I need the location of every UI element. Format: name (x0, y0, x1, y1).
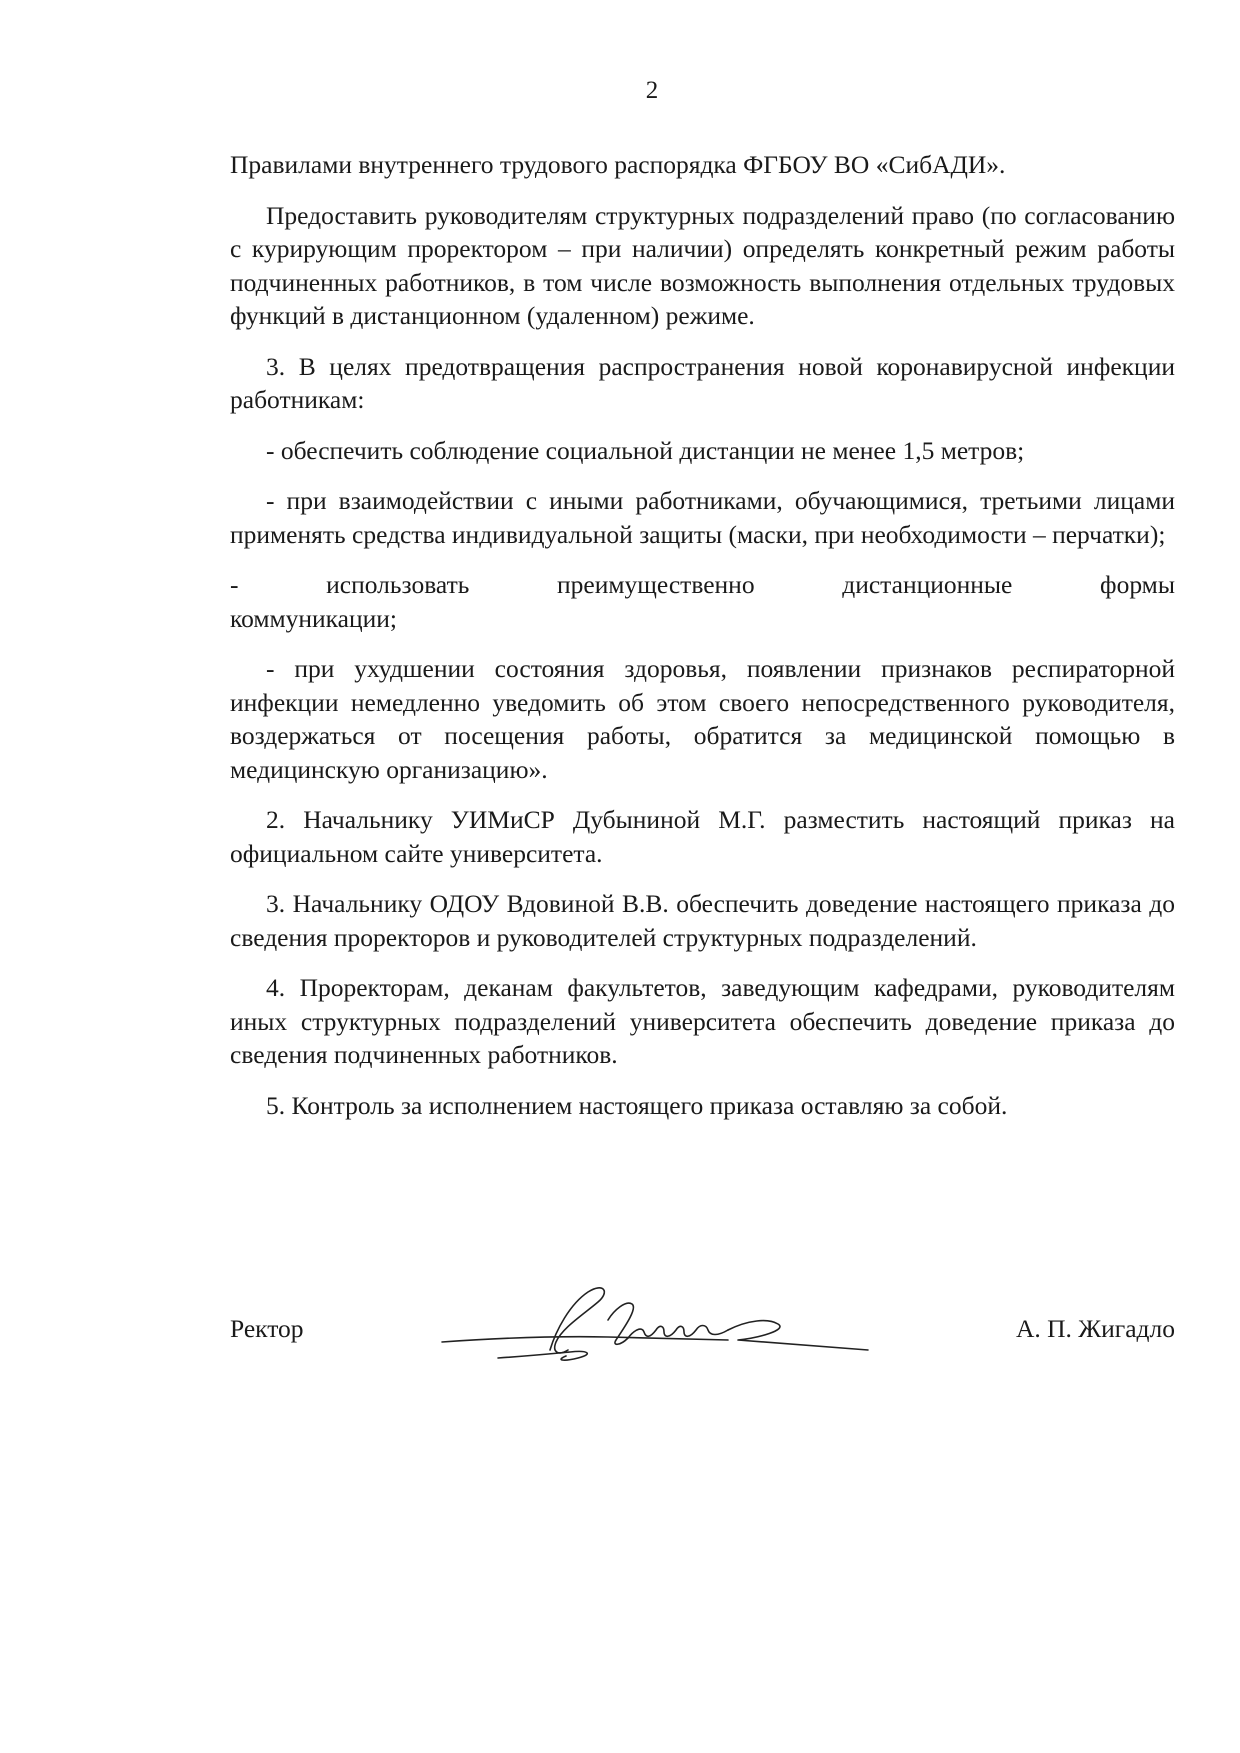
word-use: использовать (326, 570, 470, 599)
word-dash: - (230, 570, 239, 599)
paragraph-item-5-control: 5. Контроль за исполнением настоящего приказа оставляю за собой. (266, 1090, 1008, 1120)
signature-block (230, 1306, 1175, 1386)
list-item-remote-communication-line (230, 568, 1175, 602)
list-item-health: - при ухудшении состояния здоровья, появлении признаков респираторной инфекции немедленно уведомить об этом своего непосредственного руководителя, воздержаться от посещения работы, обратится за медицинской помощью в медицинскую организацию». (230, 654, 1175, 784)
document-body (230, 148, 1175, 1139)
list-item-remote-communication-continuation: коммуникации; (230, 603, 398, 633)
signatory-position: Ректор (230, 1314, 304, 1343)
page-number: 2 (645, 77, 659, 104)
paragraph-item-4-prorectors: 4. Проректорам, деканам факультетов, заведующим кафедрами, руководителям иных структурных подразделений университета обеспечить доведение приказа до сведения подчиненных работников. (230, 973, 1175, 1069)
handwritten-signature (438, 1280, 878, 1380)
paragraph-item-3-notify: 3. Начальнику ОДОУ Вдовиной В.В. обеспечить доведение настоящего приказа до сведения проректоров и руководителей структурных подразделений. (230, 889, 1175, 952)
paragraph-item-2-website: 2. Начальнику УИМиСР Дубыниной М.Г. разместить настоящий приказ на официальном сайте университета. (230, 805, 1175, 868)
word-forms: формы (1100, 570, 1175, 599)
word-remote: дистанционные (842, 570, 1013, 599)
paragraph-managers-right: Предоставить руководителям структурных подразделений право (по согласованию с курирующим проректором – при наличии) определять конкретный режим работы подчиненных работников, в том числе возможность выполнения отдельных трудовых функций в дистанционном (удаленном) режиме. (230, 200, 1175, 330)
paragraph-rules: Правилами внутреннего трудового распорядка ФГБОУ ВО «СибАДИ». (230, 150, 1006, 179)
list-item-distance: - обеспечить соблюдение социальной дистанции не менее 1,5 метров; (266, 435, 1025, 465)
list-item-protection: - при взаимодействии с иными работниками, обучающимися, третьими лицами применять средства индивидуальной защиты (маски, при необходимости – перчатки); (230, 486, 1175, 549)
signatory-name: А. П. Жигадло (1015, 1314, 1175, 1343)
paragraph-item-3-prevention: 3. В целях предотвращения распространения новой коронавирусной инфекции работникам: (230, 351, 1175, 414)
word-mainly: преимущественно (557, 570, 755, 599)
list-item-remote-communication (230, 568, 1175, 635)
